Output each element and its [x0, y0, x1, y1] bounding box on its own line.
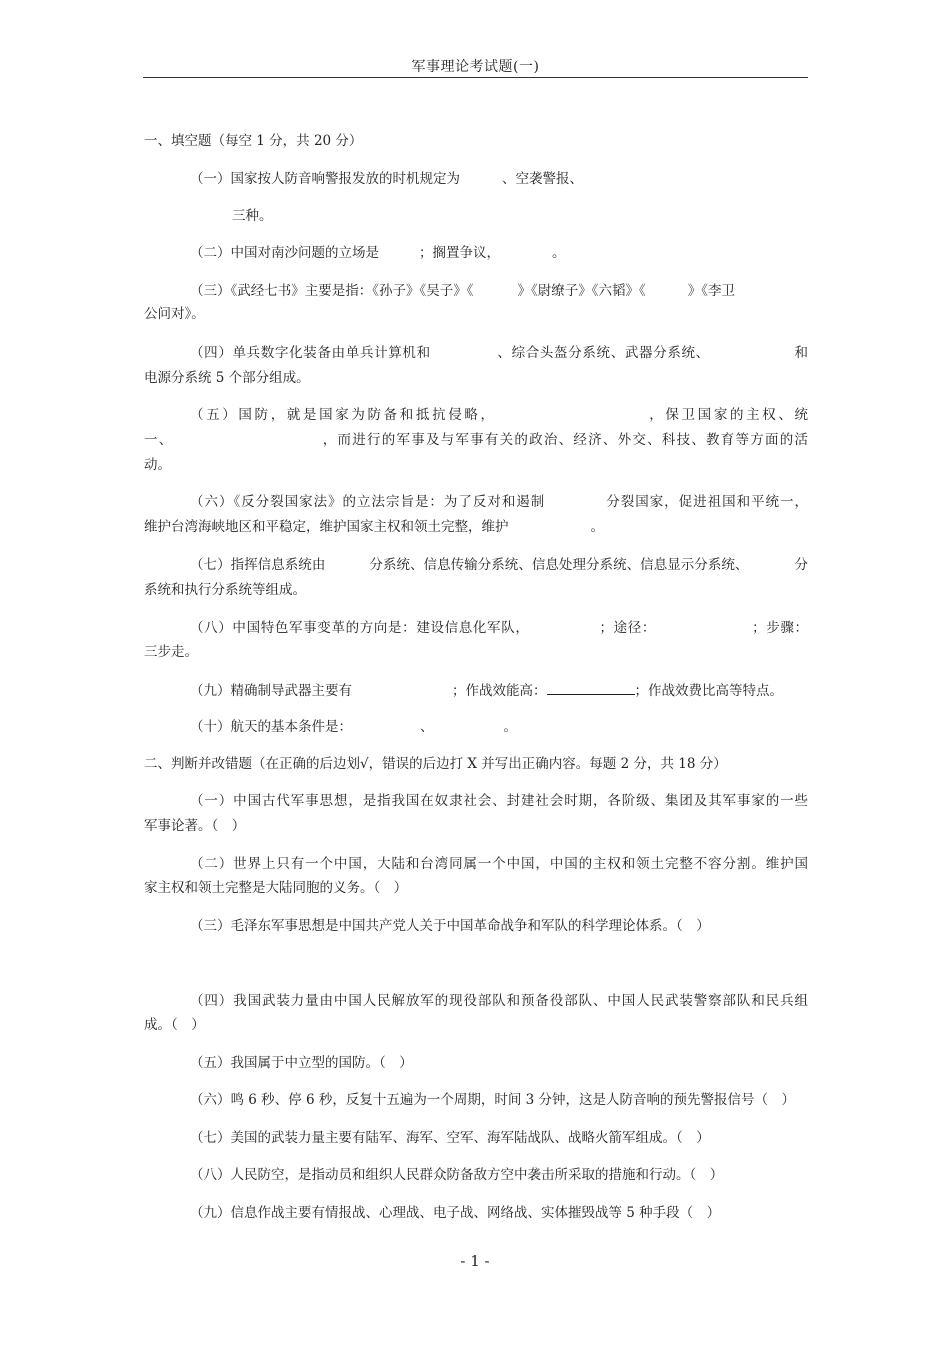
underline-blank: [547, 680, 635, 695]
s2-q2-line2: 家主权和领土完整是大陆同胞的义务。（ ）: [144, 880, 408, 896]
s1-q5-line2: 一、 ，而进行的军事及与军事有关的政治、经济、外交、科技、教育等方面的活: [144, 432, 809, 448]
s1-q5-line3: 动。: [144, 457, 171, 473]
page-number: - 1 -: [460, 1252, 490, 1270]
s2-q4-line1: （四）我国武装力量由中国人民解放军的现役部队和预备役部队、中国人民武装警察部队和民兵组: [190, 993, 808, 1009]
s1-q6-line1: （六）《反分裂国家法》的立法宗旨是：为了反对和遏制 分裂国家，促进祖国和平统一，: [190, 494, 809, 510]
s1-q6-line2: 维护台湾海峡地区和平稳定，维护国家主权和领土完整，维护 。: [144, 519, 604, 535]
s1-q5-line1: （五）国防，就是国家为防备和抵抗侵略， ，保卫国家的主权、统: [190, 407, 809, 423]
s1-q8-line2: 三步走。: [144, 644, 198, 660]
section2-title: 二、判断并改错题（在正确的后边划√，错误的后边打 X 并写出正确内容。每题 2 分，共 18 分）: [144, 756, 727, 772]
s1-q1-line2: 三种。: [232, 208, 273, 224]
s1-q3-line1: （三）《武经七书》主要是指：《孙子》《吴子》《 》《尉缭子》《六韬》《 》《李卫: [190, 283, 735, 299]
s1-q9: （九）精确制导武器主要有 ；作战效能高： ；作战效费比高等特点。: [190, 680, 808, 701]
s1-q4-line2: 电源分系统 5 个部分组成。: [144, 370, 310, 386]
s2-q5: （五）我国属于中立型的国防。（ ）: [190, 1055, 413, 1071]
s2-q9: （九）信息作战主要有情报战、心理战、电子战、网络战、实体摧毁战等 5 种手段（ ）: [190, 1205, 721, 1221]
header-divider: [143, 77, 808, 78]
page-header: 军事理论考试题(一): [411, 59, 540, 75]
s2-q1-line1: （一）中国古代军事思想，是指我国在奴隶社会、封建社会时期，各阶级、集团及其军事家的一些: [190, 793, 808, 809]
s1-q8-line1: （八）中国特色军事变革的方向是：建设信息化军队， ；途径： ；步骤：: [190, 620, 809, 636]
s1-q2: （二）中国对南沙问题的立场是 ；搁置争议， 。: [190, 245, 566, 261]
s1-q3-line2: 公问对》。: [144, 306, 205, 322]
s2-q8: （八）人民防空，是指动员和组织人民群众防备敌方空中袭击所采取的措施和行动。（ ）: [190, 1167, 724, 1183]
s1-q7-line2: 系统和执行分系统等组成。: [144, 582, 306, 598]
s2-q2-line1: （二）世界上只有一个中国，大陆和台湾同属一个中国，中国的主权和领土完整不容分割。维护国: [190, 856, 808, 872]
s1-q4-line1: （四）单兵数字化装备由单兵计算机和 、综合头盔分系统、武器分系统、 和: [190, 345, 809, 361]
s2-q6: （六）鸣 6 秒、停 6 秒，反复十五遍为一个周期，时间 3 分钟，这是人防音响的预先警报信号（ ）: [190, 1092, 796, 1108]
s1-q10: （十）航天的基本条件是： 、 。: [190, 719, 517, 735]
s2-q3: （三）毛泽东军事思想是中国共产党人关于中国革命战争和军队的科学理论体系。（ ）: [190, 918, 710, 934]
s2-q7: （七）美国的武装力量主要有陆军、海军、空军、海军陆战队、战略火箭军组成。（ ）: [190, 1130, 710, 1146]
s1-q7-line1: （七）指挥信息系统由 分系统、信息传输分系统、信息处理分系统、信息显示分系统、 分: [190, 557, 809, 573]
s1-q1-line1: （一）国家按人防音响警报发放的时机规定为 、空袭警报、: [190, 171, 583, 187]
s2-q4-line2: 成。（ ）: [144, 1017, 205, 1033]
section1-title: 一、填空题（每空 1 分，共 20 分）: [144, 133, 363, 149]
s2-q1-line2: 军事论著。（ ）: [144, 818, 246, 834]
